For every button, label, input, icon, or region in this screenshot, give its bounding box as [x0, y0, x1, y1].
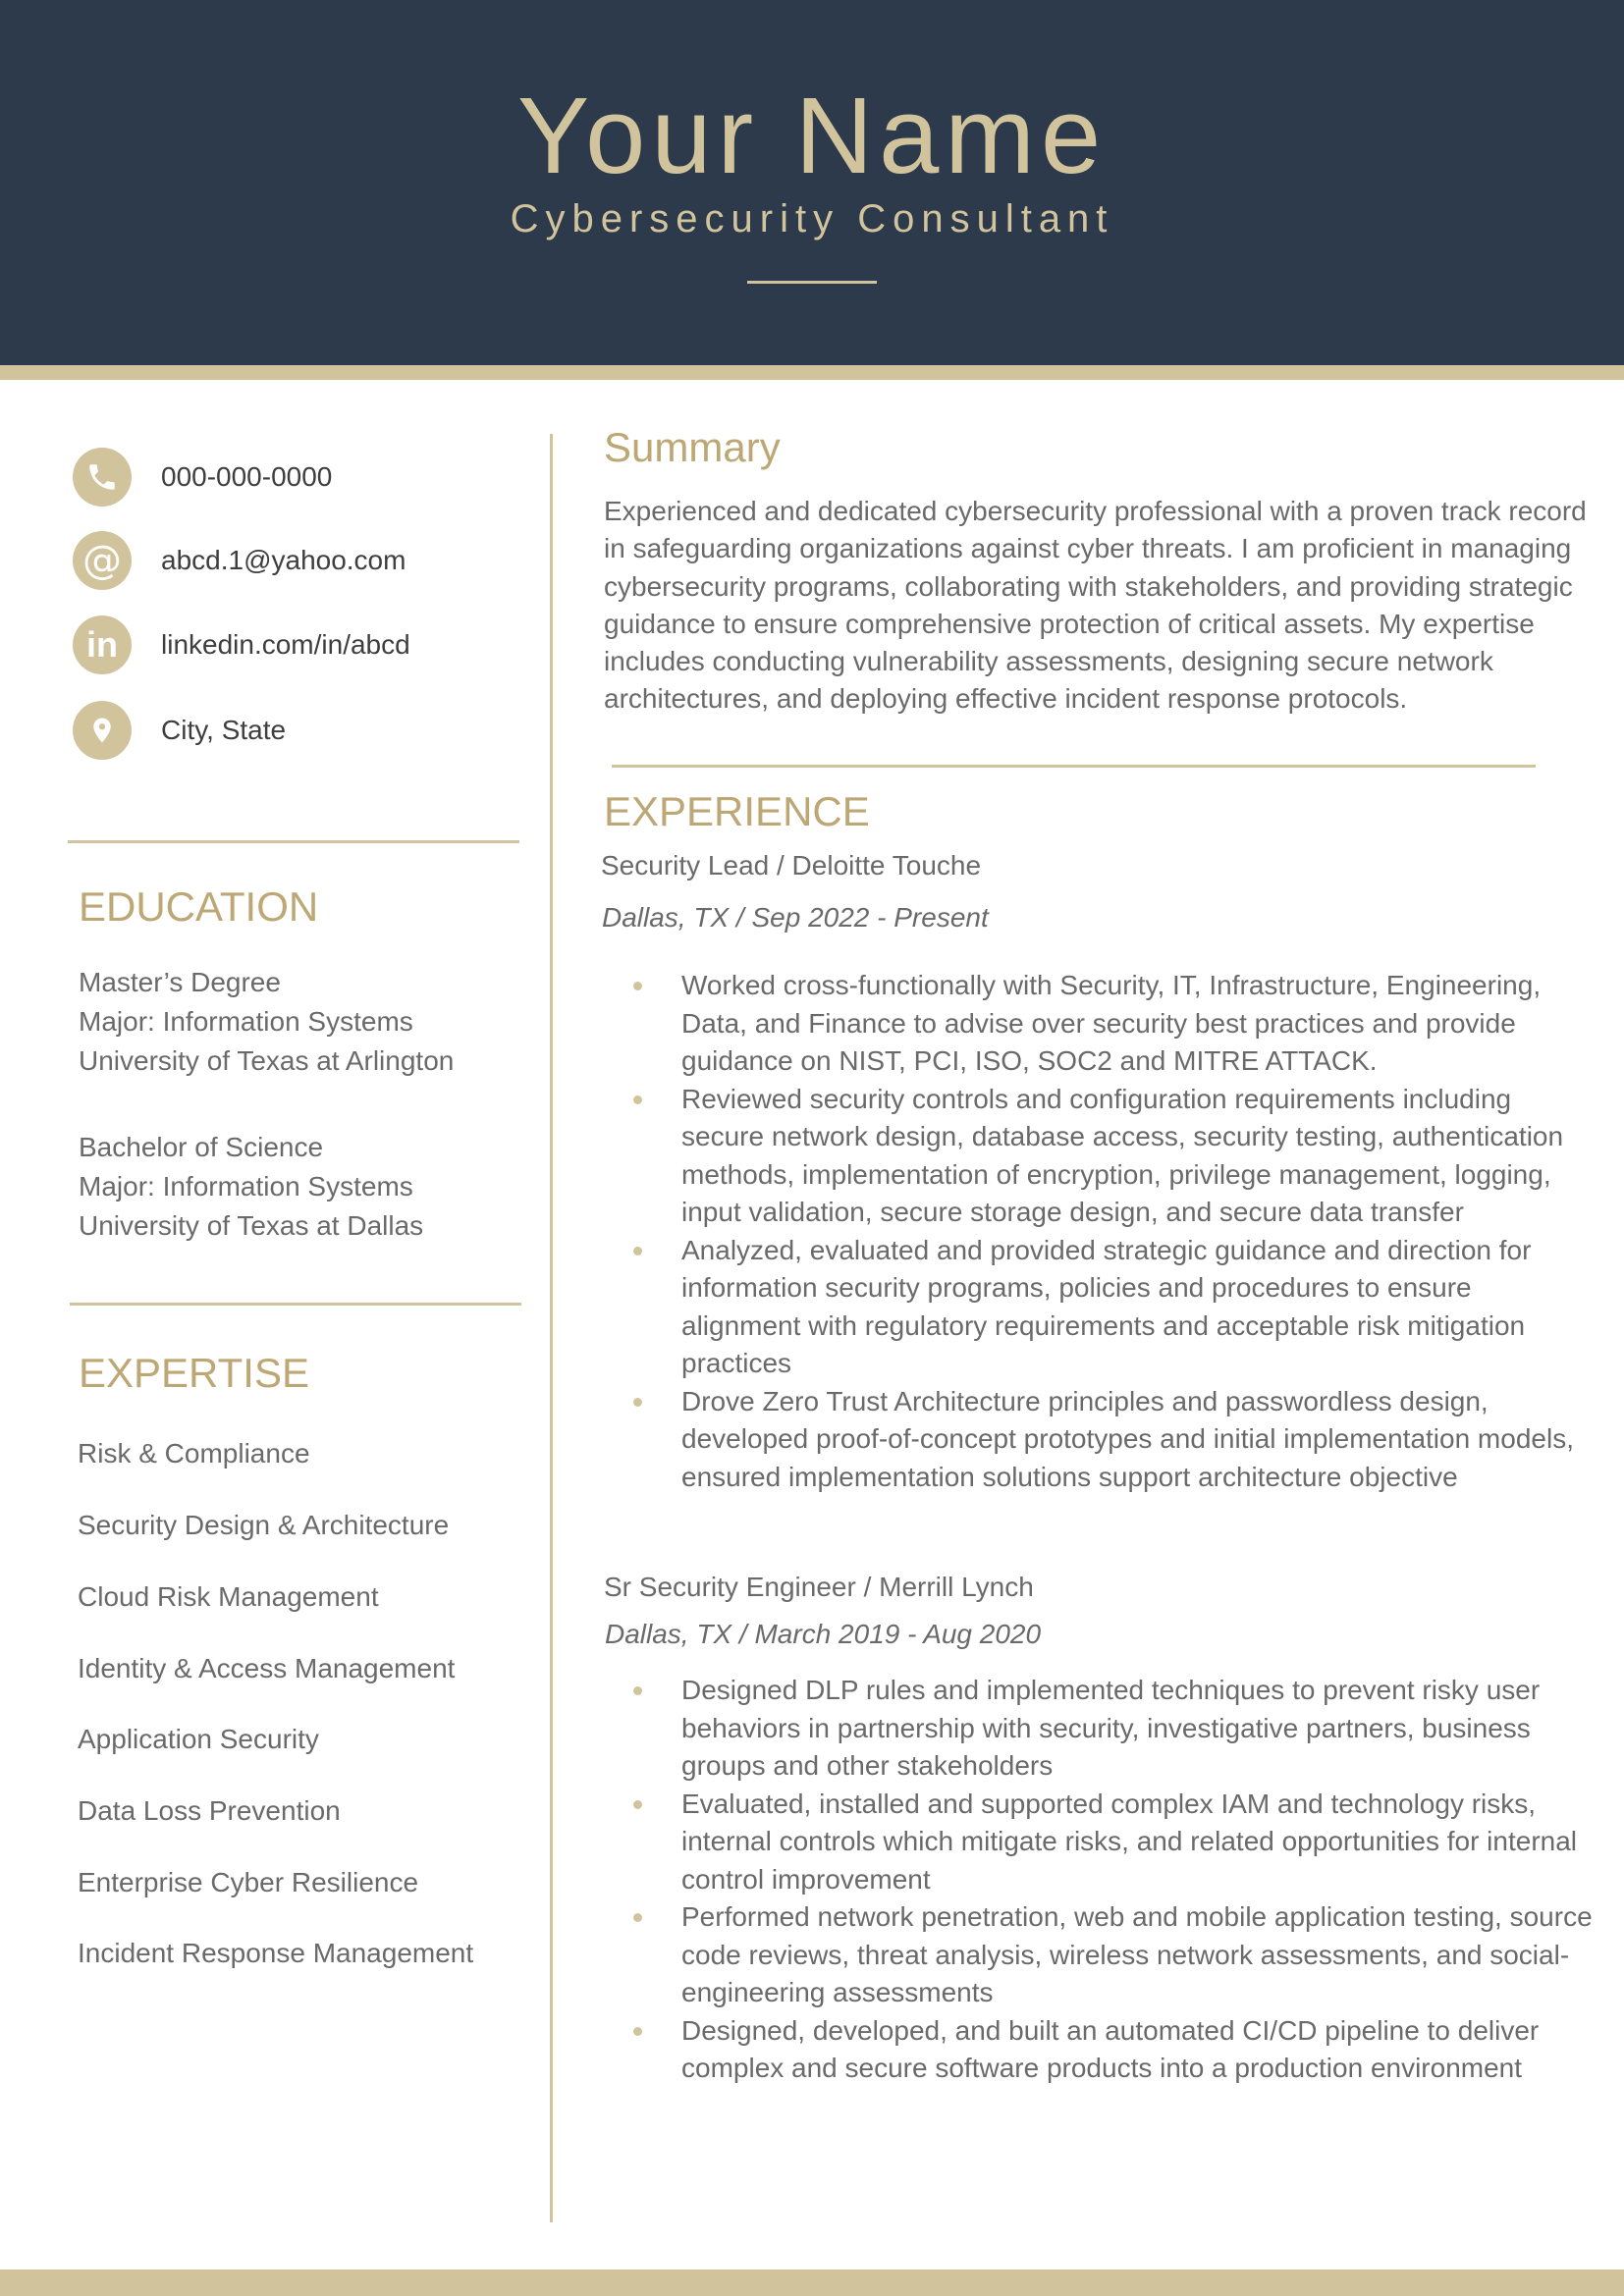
divider-education: [70, 1303, 521, 1306]
job-bullet: Designed, developed, and built an automated CI/CD pipeline to deliver complex and secure software products into a production environment: [681, 2012, 1595, 2088]
location: City, State: [161, 715, 287, 745]
job-bullet: Designed DLP rules and implemented techniques to prevent risky user behaviors in partnership with security, investigative partners, business groups and other stakeholders: [681, 1672, 1595, 1786]
summary-text: Experienced and dedicated cybersecurity professional with a proven track record in safeguarding organizations against cyber threats. I am proficient in managing cybersecurity programs, collaborating with stakeholders, and providing strategic guidance to ensure comprehensive protection of critical assets. My expertise includes conducting vulnerability assessments, designing secure network architectures, and deploying effective incident response protocols.: [604, 496, 1587, 715]
expertise-item: Incident Response Management: [78, 1938, 474, 1968]
expertise-item: Application Security: [78, 1724, 319, 1754]
column-divider: [550, 434, 553, 2222]
linkedin-url[interactable]: linkedin.com/in/abcd: [161, 629, 410, 660]
experience-heading: EXPERIENCE: [604, 788, 870, 834]
email-address[interactable]: abcd.1@yahoo.com: [161, 545, 406, 575]
job-bullet: Evaluated, installed and supported complex IAM and technology risks, internal controls which mitigate risks, and related opportunities for internal control improvement: [681, 1786, 1595, 1899]
school: University of Texas at Arlington: [79, 1045, 455, 1076]
education-entry: [79, 1128, 530, 1246]
job-bullet: Analyzed, evaluated and provided strategic guidance and direction for information security programs, policies and procedures to ensure alignment with regulatory requirements and acceptable risk mitigation practices: [681, 1232, 1595, 1383]
contact-email: [73, 531, 534, 590]
expertise-item: Security Design & Architecture: [78, 1510, 450, 1540]
job-location-dates: Dallas, TX / Sep 2022 - Present: [602, 902, 989, 933]
expertise-item: Risk & Compliance: [78, 1438, 310, 1468]
degree: Master’s Degree: [79, 967, 281, 997]
job-title: Cybersecurity Consultant: [510, 197, 1114, 240]
contact-location: [73, 701, 534, 760]
school: University of Texas at Dallas: [79, 1210, 424, 1241]
job-position: Security Lead / Deloitte Touche: [601, 850, 982, 881]
expertise-item: Identity & Access Management: [78, 1653, 456, 1683]
contact-phone: [73, 448, 534, 507]
contact-linkedin: [73, 615, 534, 674]
divider-contact: [68, 840, 519, 843]
expertise-item: Data Loss Prevention: [78, 1795, 341, 1826]
at-icon: @: [73, 531, 132, 590]
divider-summary: [612, 765, 1536, 768]
summary-heading: Summary: [604, 424, 781, 470]
linkedin-icon: in: [73, 615, 132, 674]
title-divider: [747, 281, 877, 284]
job-bullet: Worked cross-functionally with Security, IT, Infrastructure, Engineering, Data, and Finance to advise over security best practices and provide guidance on NIST, PCI, ISO, SOC2 and MITRE ATTACK.: [681, 967, 1595, 1081]
degree: Bachelor of Science: [79, 1132, 324, 1162]
job-bullets: [681, 1672, 1595, 2088]
major: Major: Information Systems: [79, 1171, 413, 1201]
job-position: Sr Security Engineer / Merrill Lynch: [604, 1572, 1034, 1602]
expertise-heading: EXPERTISE: [79, 1350, 309, 1396]
candidate-name: Your Name: [516, 76, 1108, 196]
job-bullets: [681, 967, 1595, 1496]
phone-number: 000-000-0000: [161, 461, 333, 492]
education-entry: [79, 963, 530, 1081]
job-bullet: Drove Zero Trust Architecture principles and passwordless design, developed proof-of-concept prototypes and initial implementation models, ensured implementation solutions support architecture objective: [681, 1383, 1595, 1497]
expertise-item: Cloud Risk Management: [78, 1581, 379, 1612]
education-heading: EDUCATION: [79, 883, 319, 930]
job-bullet: Reviewed security controls and configuration requirements including secure network design, database access, security testing, authentication methods, implementation of encryption, privilege management, logging, input validation, secure storage design, and secure data transfer: [681, 1081, 1595, 1232]
location-pin-icon: [73, 701, 132, 760]
major: Major: Information Systems: [79, 1006, 413, 1037]
phone-icon: [73, 448, 132, 507]
expertise-item: Enterprise Cyber Resilience: [78, 1867, 419, 1897]
header-accent-band: [0, 365, 1624, 380]
job-location-dates: Dallas, TX / March 2019 - Aug 2020: [605, 1619, 1042, 1649]
footer-accent-band: [0, 2269, 1624, 2296]
job-bullet: Performed network penetration, web and mobile application testing, source code reviews, threat analysis, wireless network assessments, and social-engineering assessments: [681, 1898, 1595, 2012]
